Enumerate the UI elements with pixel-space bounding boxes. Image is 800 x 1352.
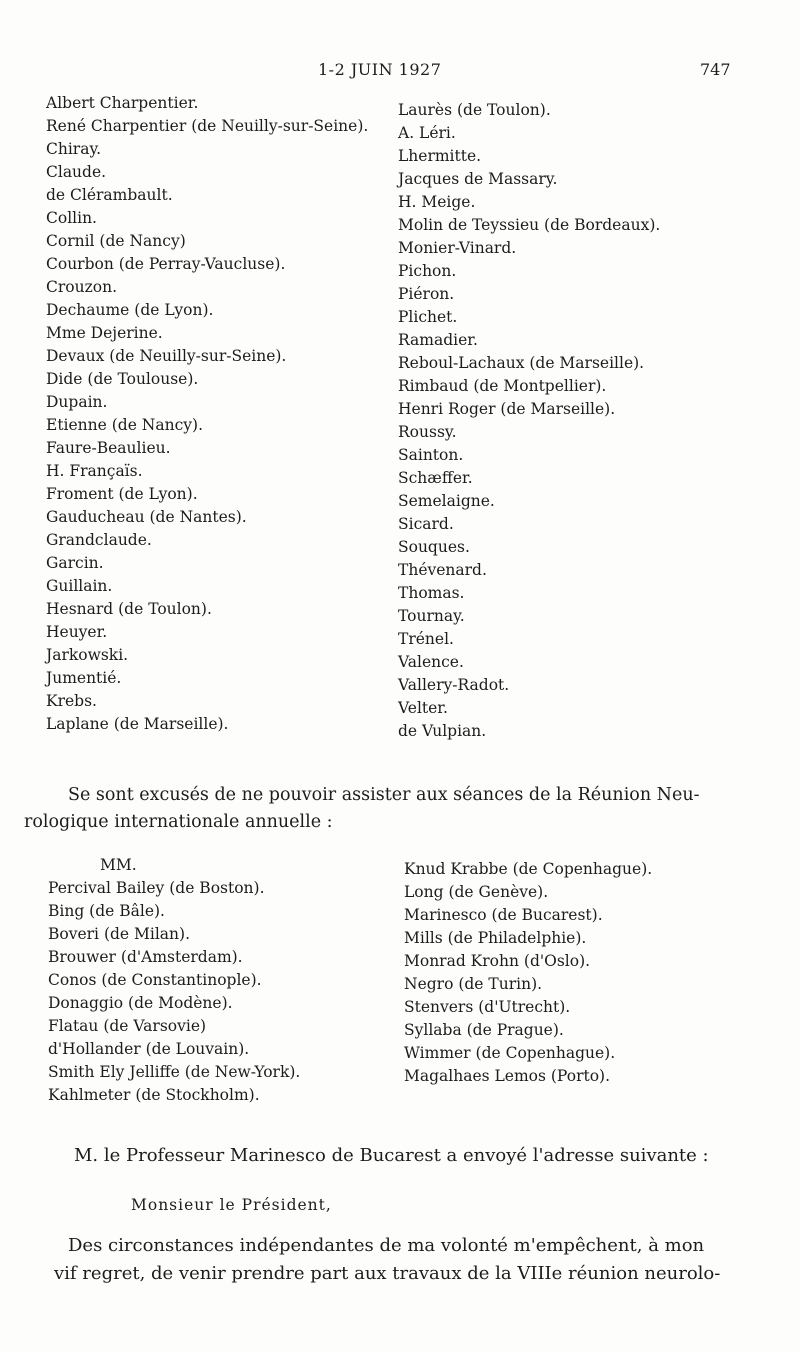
paragraph-line: vif regret, de venir prendre part aux travaux de la VIIIe réunion neurolo-	[54, 1263, 721, 1284]
list-item: Roussy.	[398, 423, 457, 441]
letter-text	[54, 1232, 748, 1288]
list-item: Heuyer.	[46, 623, 108, 641]
list-item: de Clérambault.	[46, 186, 173, 204]
list-item: Pichon.	[398, 262, 457, 280]
list-item: Gauducheau (de Nantes).	[46, 508, 247, 526]
list-item: Krebs.	[46, 692, 97, 710]
list-item: Molin de Teyssieu (de Bordeaux).	[398, 216, 661, 234]
list-item: Thomas.	[398, 584, 465, 602]
paragraph-line: Des circonstances indépendantes de ma volonté m'empêchent, à mon	[68, 1235, 705, 1256]
list-item: Froment (de Lyon).	[46, 485, 198, 503]
list-item: Syllaba (de Prague).	[404, 1021, 564, 1039]
list-item: Monrad Krohn (d'Oslo).	[404, 952, 591, 970]
address-intro: M. le Professeur Marinesco de Bucarest a envoyé l'adresse suivante :	[74, 1145, 709, 1166]
list-item: Smith Ely Jelliffe (de New-York).	[48, 1063, 301, 1081]
list-item: Plichet.	[398, 308, 458, 326]
salutation: Monsieur le Président,	[131, 1196, 332, 1214]
list-item: A. Léri.	[398, 124, 456, 142]
excused-paragraph	[24, 782, 738, 836]
list-item: Knud Krabbe (de Copenhague).	[404, 860, 653, 878]
list-item: Thévenard.	[398, 561, 487, 579]
list-item: Rimbaud (de Montpellier).	[398, 377, 607, 395]
list-item: H. Françaïs.	[46, 462, 143, 480]
list-item: Guillain.	[46, 577, 113, 595]
present-list-right	[398, 99, 660, 743]
list-item: Conos (de Constantinople).	[48, 971, 262, 989]
list-item: Sainton.	[398, 446, 464, 464]
list-item: d'Hollander (de Louvain).	[48, 1040, 250, 1058]
list-item: Collin.	[46, 209, 97, 227]
header-date: 1-2 JUIN 1927	[318, 60, 442, 79]
running-header	[0, 60, 800, 84]
list-item: Magalhaes Lemos (Porto).	[404, 1067, 611, 1085]
list-item: Schæffer.	[398, 469, 473, 487]
list-item: Boveri (de Milan).	[48, 925, 190, 943]
list-item: Grandclaude.	[46, 531, 152, 549]
list-item: Chiray.	[46, 140, 102, 158]
list-item: Garcin.	[46, 554, 104, 572]
page-number: 747	[700, 60, 731, 79]
list-item: Tournay.	[398, 607, 465, 625]
list-item: Mme Dejerine.	[46, 324, 163, 342]
list-item: Vallery-Radot.	[398, 676, 510, 694]
list-item: Jacques de Massary.	[398, 170, 558, 188]
list-item: Kahlmeter (de Stockholm).	[48, 1086, 260, 1104]
list-item: Monier-Vinard.	[398, 239, 517, 257]
present-list-left	[46, 92, 368, 736]
list-item: Jarkowski.	[46, 646, 129, 664]
list-item: Faure-Beaulieu.	[46, 439, 171, 457]
list-item: Souques.	[398, 538, 470, 556]
list-item: Flatau (de Varsovie)	[48, 1017, 207, 1035]
list-item: Stenvers (d'Utrecht).	[404, 998, 571, 1016]
paragraph-line: Se sont excusés de ne pouvoir assister aux séances de la Réunion Neu-	[68, 785, 700, 805]
list-item: Donaggio (de Modène).	[48, 994, 233, 1012]
list-item: Dechaume (de Lyon).	[46, 301, 214, 319]
list-item: Negro (de Turin).	[404, 975, 543, 993]
list-item: Dupain.	[46, 393, 108, 411]
list-heading: MM.	[100, 856, 137, 874]
list-item: Hesnard (de Toulon).	[46, 600, 212, 618]
list-item: Velter.	[398, 699, 448, 717]
list-item: Long (de Genève).	[404, 883, 549, 901]
paragraph-line: rologique internationale annuelle :	[24, 812, 333, 832]
list-item: Claude.	[46, 163, 107, 181]
list-item: Marinesco (de Bucarest).	[404, 906, 603, 924]
list-item: Courbon (de Perray-Vaucluse).	[46, 255, 286, 273]
list-item: Henri Roger (de Marseille).	[398, 400, 616, 418]
list-item: René Charpentier (de Neuilly-sur-Seine).	[46, 117, 369, 135]
list-item: Valence.	[398, 653, 464, 671]
list-item: Laplane (de Marseille).	[46, 715, 229, 733]
list-item: Sicard.	[398, 515, 454, 533]
list-item: Albert Charpentier.	[46, 94, 199, 112]
list-item: Wimmer (de Copenhague).	[404, 1044, 616, 1062]
list-item: Etienne (de Nancy).	[46, 416, 204, 434]
list-item: Lhermitte.	[398, 147, 482, 165]
list-item: Trénel.	[398, 630, 454, 648]
list-item: Bing (de Bâle).	[48, 902, 165, 920]
list-item: Brouwer (d'Amsterdam).	[48, 948, 243, 966]
list-item: Cornil (de Nancy)	[46, 232, 186, 250]
list-item: Jumentié.	[46, 669, 122, 687]
list-item: Percival Bailey (de Boston).	[48, 879, 265, 897]
list-item: de Vulpian.	[398, 722, 487, 740]
list-item: Crouzon.	[46, 278, 117, 296]
list-item: Ramadier.	[398, 331, 478, 349]
list-item: Dide (de Toulouse).	[46, 370, 199, 388]
list-item: Devaux (de Neuilly-sur-Seine).	[46, 347, 287, 365]
list-item: Semelaigne.	[398, 492, 495, 510]
list-item: Piéron.	[398, 285, 455, 303]
list-item: Reboul-Lachaux (de Marseille).	[398, 354, 645, 372]
list-item: Mills (de Philadelphie).	[404, 929, 587, 947]
list-item: Laurès (de Toulon).	[398, 101, 551, 119]
excused-list-left	[48, 854, 300, 1107]
excused-list-right	[404, 858, 652, 1088]
list-item: H. Meige.	[398, 193, 476, 211]
